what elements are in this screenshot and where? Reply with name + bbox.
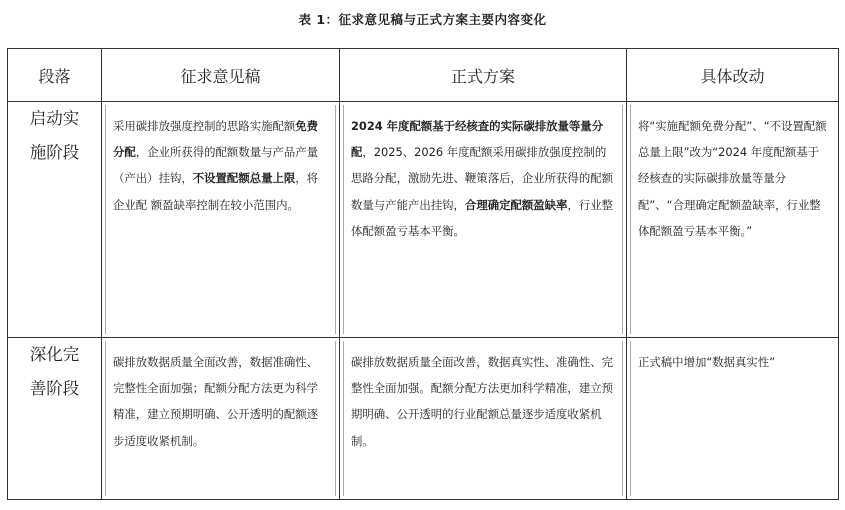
- header-draft: 征求意见稿: [102, 49, 340, 102]
- stage-cell: [8, 102, 102, 338]
- change-cell: [627, 338, 839, 500]
- text-segment: ，2025、2026 年度配额采用碳排放强度控制的思路分配，激励先进、鞭策落后，企业所获得的配额数量与产能产出挂钩，: [351, 145, 613, 212]
- draft-text: [105, 105, 336, 334]
- change-cell: [627, 102, 839, 338]
- final-cell: [340, 102, 627, 338]
- bold-text-segment: 2024 年度配额基于经核查的实际碳排放量等量分配: [351, 119, 604, 160]
- stage-label: 深化完善阶段: [29, 345, 80, 398]
- header-section: 段落: [8, 49, 102, 102]
- stage-label: 启动实施阶段: [29, 109, 80, 162]
- draft-cell: [102, 338, 340, 500]
- comparison-table: [7, 48, 839, 500]
- change-text: 正式稿中增加“数据真实性”: [630, 341, 835, 496]
- header-change: 具体改动: [627, 49, 839, 102]
- change-text: 将“实施配额免费分配”、“不设置配额总量上限”改为“2024 年度配额基于经核查的实际碳排放量等量分配”、“合理确定配额盈缺率，行业整体配额盈亏基本平衡。”: [630, 105, 835, 334]
- text-segment: 采用碳排放强度控制的思路实施配额: [113, 119, 296, 133]
- stage-cell: [8, 338, 102, 500]
- table-row: [8, 338, 839, 500]
- header-final: 正式方案: [340, 49, 627, 102]
- text-segment: 碳排放数据质量全面改善，数据真实性、准确性、完整性全面加强。配额分配方法更加科学精准，建立预期明确、公开透明的行业配额总量逐步适度收紧机制。: [351, 355, 613, 448]
- bold-text-segment: 合理确定配额盈缺率: [464, 197, 568, 212]
- final-cell: [340, 338, 627, 500]
- text-segment: 碳排放数据质量全面改善，数据准确性、完整性全面加强；配额分配方法更为科学精准，建立预期明确、公开透明的配额逐步适度收紧机制。: [113, 355, 319, 448]
- text-segment: ，企业所获得的配额数量与产品产量（产出）挂钩，: [113, 145, 319, 186]
- table-row: [8, 102, 839, 338]
- text-segment: ，行业整体配额盈亏基本平衡。: [351, 197, 614, 238]
- draft-cell: [102, 102, 340, 338]
- bold-text-segment: 免费分配: [113, 119, 319, 160]
- final-text: [343, 341, 623, 496]
- bold-text-segment: 不设置配额总量上限: [192, 171, 296, 186]
- table-header-row: [8, 49, 839, 102]
- table-title: 表 1：征求意见稿与正式方案主要内容变化: [298, 12, 547, 27]
- text-segment: ，将企业配 额盈缺率控制在较小范围内。: [113, 171, 319, 212]
- draft-text: [105, 341, 336, 496]
- final-text: [343, 105, 623, 334]
